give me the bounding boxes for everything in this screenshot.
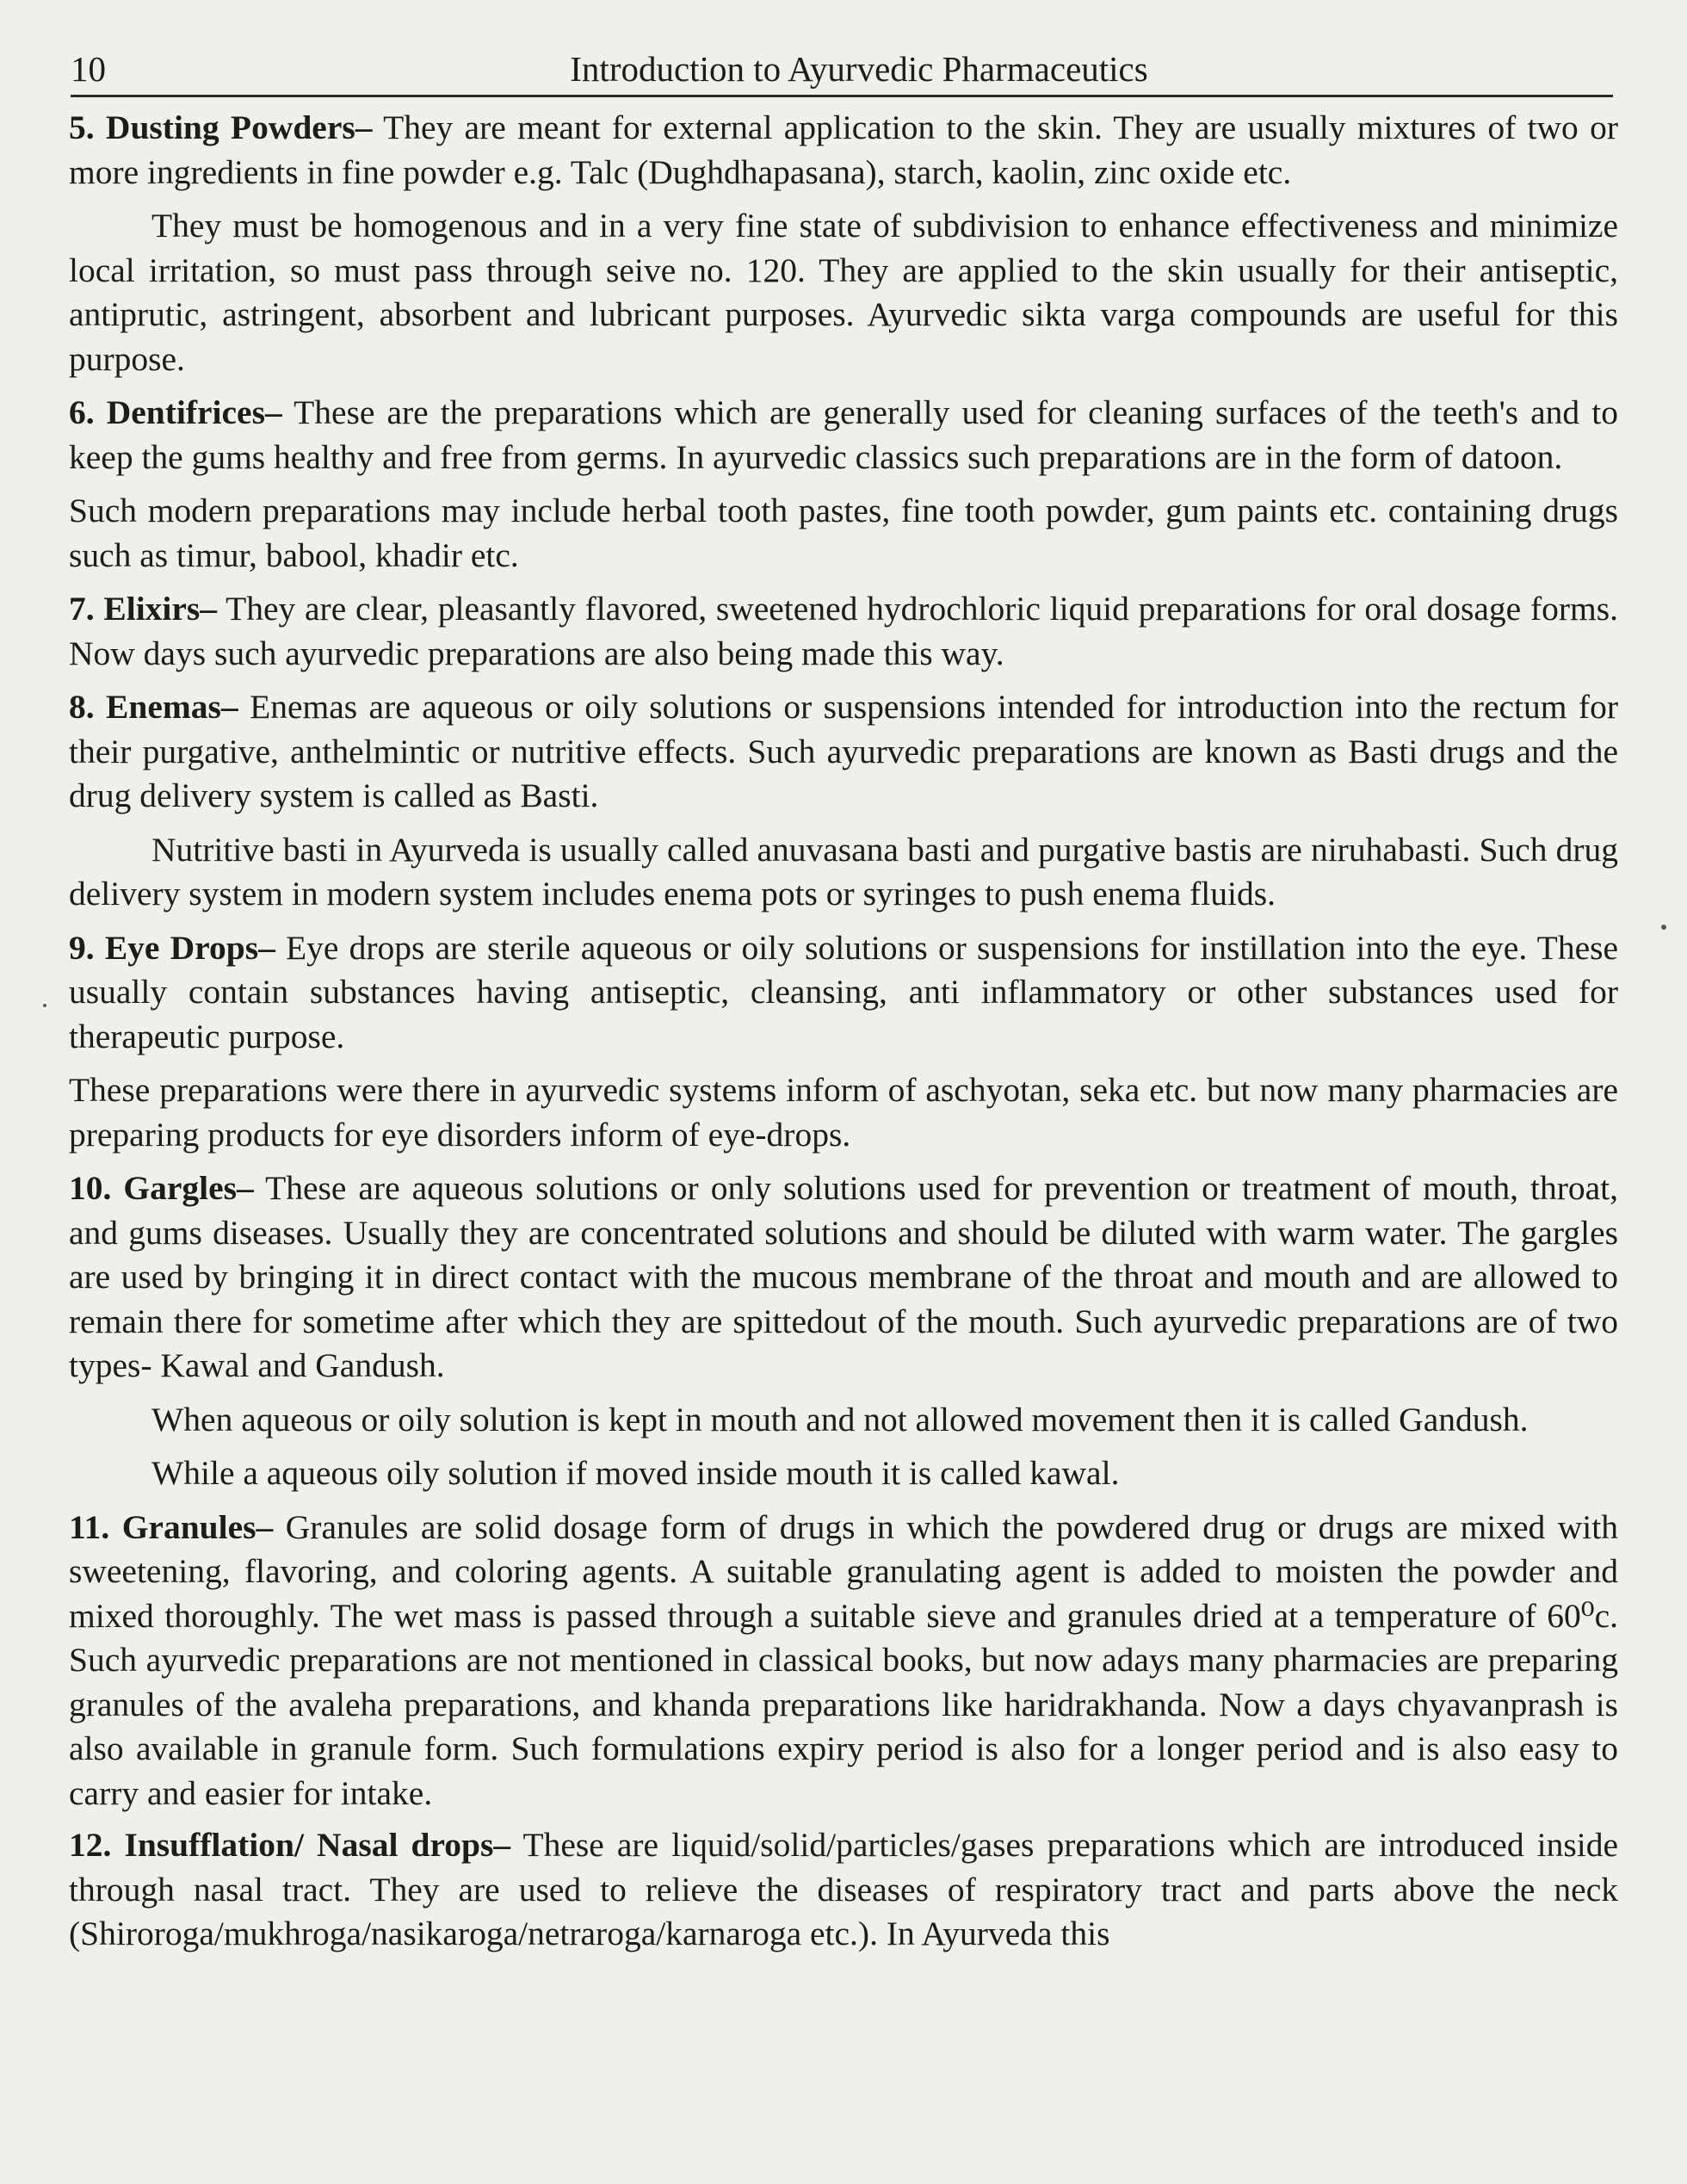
paragraph-gandush — [69, 1398, 1618, 1443]
paragraph-eye-drops-detail — [69, 1068, 1618, 1157]
page-body — [69, 106, 1618, 1957]
paragraph-text: These are liquid/solid/particles/gases preparations which are introduced inside through nasal tract. They are used to relieve the diseases of respiratory tract and parts above the neck (Shiroroga/mukhroga/nasikaroga/netraroga/karnaroga etc.). In Ayurveda this — [69, 1826, 1619, 1952]
paragraph-granules — [69, 1506, 1618, 1816]
paragraph-text: They must be homogenous and in a very fine state of subdivision to enhance effectiveness and minimize local irritation, so must pass through seive no. 120. They are applied to the skin usually for their antiseptic, antiprutic, astringent, absorbent and lubricant purposes. Ayurvedic sikta varga compounds are useful for this purpose. — [69, 207, 1618, 378]
paragraph-text: They are meant for external application to the skin. They are usually mixtures of two or more ingredients in fine powder e.g. Talc (Dughdhapasana), starch, kaolin, zinc oxide etc. — [69, 108, 1618, 191]
paragraph-dentifrices-modern — [69, 489, 1618, 578]
term-heading: 9. Eye Drops– — [69, 928, 275, 967]
paragraph-enemas — [69, 685, 1618, 819]
paragraph-text: These are aqueous solutions or only solutions used for prevention or treatment of mouth, throat, and gums diseases. Usually they are concentrated solutions and should be diluted with warm water. The gargles are used by bringing it in direct contact with the mucous membrane of the throat and mouth and are allowed to remain there for sometime after which they are spittedout of the mouth. Such ayurvedic preparations are of two types- Kawal and Gandush. — [69, 1169, 1618, 1384]
term-heading: 11. Granules– — [69, 1507, 274, 1546]
paragraph-text: These preparations were there in ayurvedic systems inform of aschyotan, seka etc. but now many pharmacies are preparing products for eye disorders inform of eye-drops. — [69, 1071, 1618, 1154]
paragraph-enemas-detail — [69, 828, 1618, 917]
paragraph-text: Such modern preparations may include herbal tooth pastes, fine tooth powder, gum paints etc. containing drugs such as timur, babool, khadir etc. — [69, 492, 1618, 574]
paragraph-elixirs — [69, 587, 1618, 676]
paragraph-text: These are the preparations which are generally used for cleaning surfaces of the teeth's and to keep the gums healthy and free from germs. In ayurvedic classics such preparations are in the form of datoon. — [69, 393, 1618, 476]
scan-speck — [43, 1004, 46, 1007]
term-heading: 8. Enemas– — [69, 688, 238, 726]
paragraph-gargles — [69, 1166, 1618, 1389]
paragraph-text: While a aqueous oily solution if moved inside mouth it is called kawal. — [151, 1454, 1120, 1492]
running-title: Introduction to Ayurvedic Pharmaceutics — [570, 49, 1148, 89]
paragraph-text: Eye drops are sterile aqueous or oily solutions or suspensions for instillation into the eye. These usually contain substances having antiseptic, cleansing, anti inflammatory or other substances used for therapeutic purpose. — [69, 928, 1618, 1055]
paragraph-text: When aqueous or oily solution is kept in mouth and not allowed movement then it is called Gandush. — [151, 1400, 1529, 1438]
running-header — [71, 45, 1613, 97]
scan-speck — [1661, 925, 1666, 930]
paragraph-text: They are clear, pleasantly flavored, sweetened hydrochloric liquid preparations for oral dosage forms. Now days such ayurvedic preparations are also being made this way. — [69, 590, 1618, 672]
term-heading: 7. Elixirs– — [69, 590, 218, 628]
paragraph-dusting-powders — [69, 106, 1618, 195]
term-heading: 6. Dentifrices– — [69, 393, 282, 431]
paragraph-text: Nutritive basti in Ayurveda is usually called anuvasana basti and purgative bastis are niruhabasti. Such drug delivery system in modern system includes enema pots or syringes to push enema fluids. — [69, 830, 1618, 913]
page-number: 10 — [71, 49, 106, 89]
term-heading: 12. Insufflation/ Nasal drops– — [69, 1826, 511, 1864]
paragraph-dusting-powders-detail — [69, 204, 1618, 381]
term-heading: 10. Gargles– — [69, 1169, 254, 1207]
paragraph-dentifrices — [69, 391, 1618, 479]
term-heading: 5. Dusting Powders– — [69, 108, 373, 146]
paragraph-insufflation — [69, 1823, 1618, 1957]
paragraph-text: Granules are solid dosage form of drugs in which the powdered drug or drugs are mixed with sweetening, flavoring, and coloring agents. A suitable granulating agent is added to moisten the powder and mixed thoroughly. The wet mass is passed through a suitable sieve and granules dried at a temperature of 60⁰c. Such ayurvedic preparations are not mentioned in classical books, but now adays many pharmacies are preparing granules of the avaleha preparations, and khanda preparations like haridrakhanda. Now a days chyavanprash is also available in granule form. Such formulations expiry period is also for a longer period and is also easy to carry and easier for intake. — [69, 1507, 1618, 1812]
paragraph-kawal — [69, 1451, 1618, 1496]
paragraph-eye-drops — [69, 926, 1618, 1060]
paragraph-text: Enemas are aqueous or oily solutions or suspensions intended for introduction into the rectum for their purgative, anthelmintic or nutritive effects. Such ayurvedic preparations are known as Basti drugs and the drug delivery system is called as Basti. — [69, 688, 1618, 814]
